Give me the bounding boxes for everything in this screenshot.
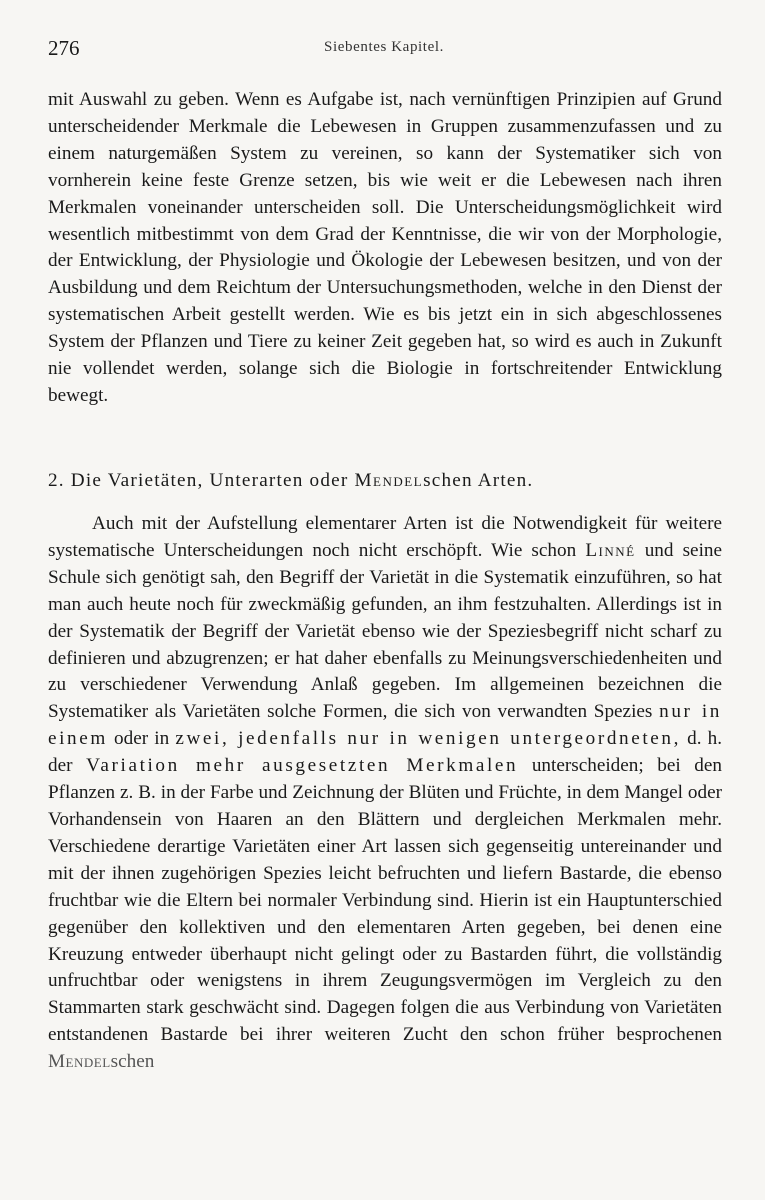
emphasis-spaced: zwei, jedenfalls nur in wenigen untergeordneten, [175, 728, 681, 750]
text-run: Auch mit der Aufstellung elementarer Arten ist die Notwendigkeit für weitere systematische Unterscheidungen noch nicht erschöpft. Wie schon [48, 513, 722, 561]
name-mendel: Mendel [48, 1051, 111, 1073]
emphasis-spaced: nur in einem [48, 701, 722, 750]
text-run: schen [110, 1051, 155, 1073]
text-run: oder in [114, 728, 170, 750]
section-title-suffix: schen Arten. [423, 470, 534, 491]
text-run: und seine Schule sich genötigt sah, den Begriff der Varietät in die Systematik einzuführen, so hat man auch heute noch für zweckmäßig gefunden, an ihm festzuhalten. Allerdings ist in der Systematik der Begriff der Varietät ebenso wie der Speziesbegriff nicht scharf zu definieren und abzugrenzen; er hat daher ebenfalls zu Meinungsverschiedenheiten und zu verschiedener Verwendung Anlaß gegeben. Im allgemeinen bezeichnen die Systematiker als Varietäten solche Formen, die sich von verwandten Spezies [48, 539, 723, 723]
section-number: 2. [48, 470, 65, 491]
text-run: d. h. der [48, 728, 723, 777]
paragraph-2 [48, 511, 722, 1076]
running-head: Siebentes Kapitel. [324, 39, 444, 55]
text-run: unterscheiden; bei den Pflanzen z. B. in der Farbe und Zeichnung der Blüten und Früchte, in dem Mangel oder Vorhandensein von Haaren an den Blättern und dergleichen Merkmalen mehr. Verschiedene derartige Varietäten einer Art lassen sich gegenseitig untereinander und mit der ihnen zugehörigen Spezies leicht befruchten und liefern Bastarde, die ebenso fruchtbar wie die Eltern bei normaler Verbindung sind. Hierin ist ein Hauptunterschied gegenüber den kollektiven und den elementaren Arten gegeben, bei denen eine Kreuzung entweder überhaupt nicht gelingt oder zu Bastarden führt, die vollständig unfruchtbar oder wenigstens in ihrem Zeugungsvermögen im Vergleich zu den Stammarten stark geschwächt sind. Dagegen folgen die aus Verbindung von Varietäten entstandenen Bastarde bei ihrer weiteren Zucht den schon früher besprochenen [48, 755, 723, 1046]
paragraph-1: mit Auswahl zu geben. Wenn es Aufgabe ist, nach vernünftigen Prinzipien auf Grund unterscheidender Merkmale die Lebewesen in Gruppen zusammenzufassen und zu einem naturgemäßen System zu vereinen, so kann der Systematiker sich von vornherein keine feste Grenze setzen, bis wie weit er die Lebewesen nach ihren Merkmalen voneinander unterscheiden soll. Die Unterscheidungsmöglichkeit wird wesentlich mitbestimmt von dem Grad der Kenntnisse, die wir von der Morphologie, der Entwicklung, der Physiologie und Ökologie der Lebewesen besitzen, und von der Ausbildung und dem Reichtum der Untersuchungsmethoden, welche in den Dienst der systematischen Arbeit gestellt werden. Wie es bis jetzt ein in sich abgeschlossenes System der Pflanzen und Tiere zu keiner Zeit gegeben hat, so wird es auch in Zukunft nie vollendet werden, solange sich die Biologie in fortschreitender Entwicklung bewegt. [48, 89, 722, 406]
page-number: 276 [48, 36, 80, 60]
section-title-name: Mendel [354, 470, 424, 491]
name-linne: Linné [585, 539, 636, 561]
page-header [48, 36, 720, 64]
emphasis-spaced: Variation mehr ausgesetzten Merkmalen [86, 755, 519, 777]
section-title-part: Die Varietäten, Unterarten oder [70, 470, 349, 491]
section-heading [48, 470, 722, 492]
